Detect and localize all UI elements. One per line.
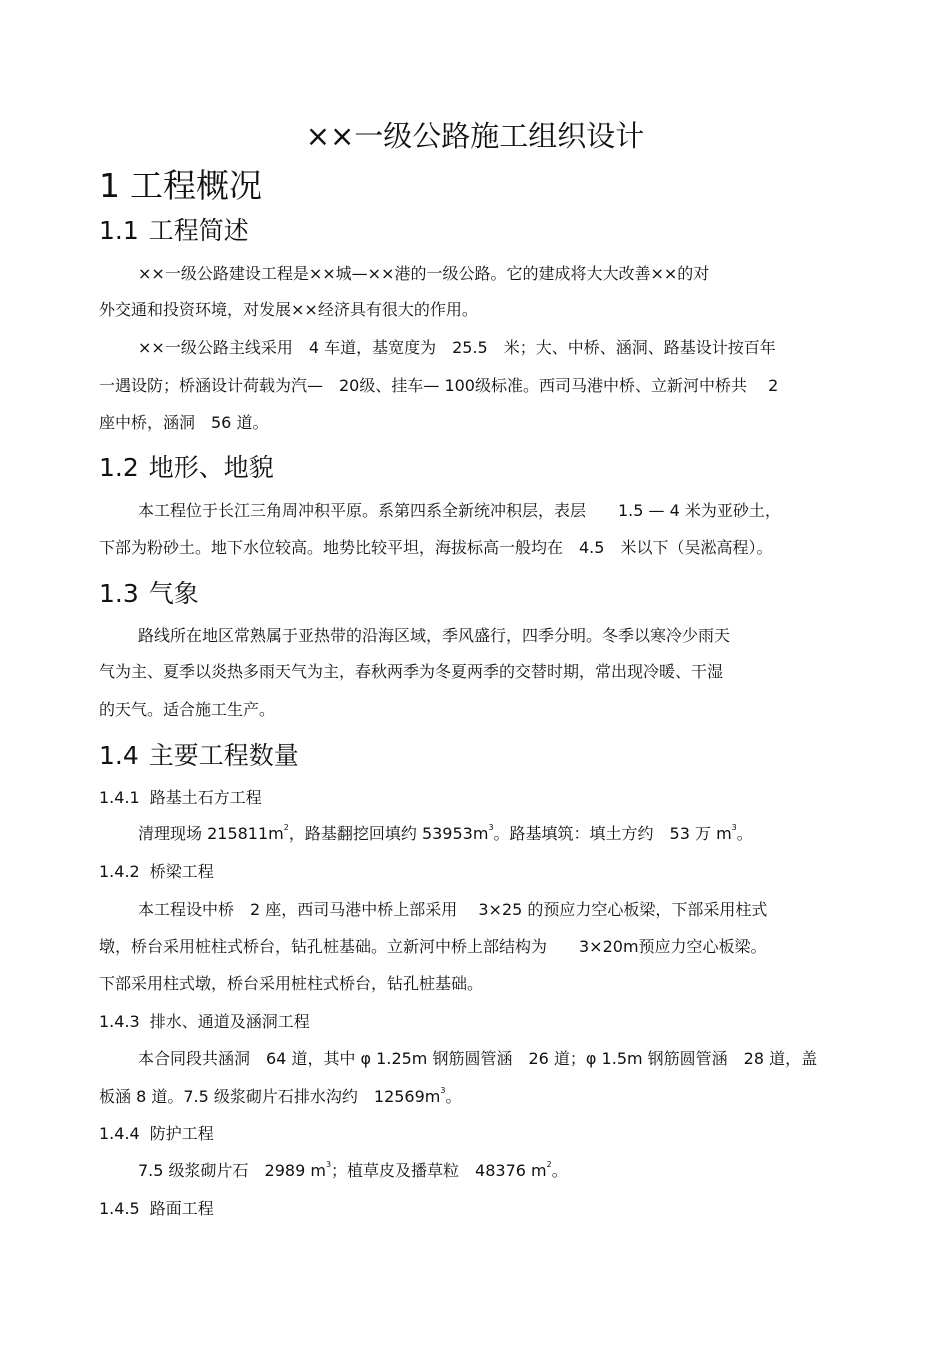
superscript: 2 xyxy=(546,1160,552,1169)
section-heading-1-2 xyxy=(99,448,274,484)
paragraph-line xyxy=(99,1084,461,1107)
superscript: 3 xyxy=(440,1086,446,1095)
text-run: ；植草皮及播草粒 48376 m xyxy=(331,1161,547,1180)
subsection-number: 1.4.3 xyxy=(99,1012,140,1031)
section-title: 工程简述 xyxy=(148,216,249,245)
section-heading-1-3 xyxy=(99,574,199,610)
section-title: 气象 xyxy=(148,579,199,608)
subsection-title: 路基土石方工程 xyxy=(149,788,262,807)
superscript: 3 xyxy=(488,823,494,832)
paragraph-line xyxy=(138,821,753,844)
section-number: 1.1 xyxy=(99,216,139,245)
text-run: 。 xyxy=(551,1161,568,1180)
text-run: ，路基翻挖回填约 53953m xyxy=(288,824,489,843)
chapter-title: 工程概况 xyxy=(130,166,262,205)
text-run: 7.5 级浆砌片石 2989 m xyxy=(138,1161,326,1180)
subsection-heading-1-4-2 xyxy=(99,859,214,882)
paragraph-line: 下部采用柱式墩，桥台采用桩柱式桥台，钻孔桩基础。 xyxy=(99,974,484,993)
paragraph-line: 气为主、夏季以炎热多雨天气为主，春秋两季为冬夏两季的交替时期，常出现冷暖、干湿 xyxy=(99,662,724,681)
superscript: 2 xyxy=(283,823,289,832)
section-number: 1.4 xyxy=(99,741,139,770)
text-run: 。 xyxy=(445,1087,462,1106)
subsection-heading-1-4-1 xyxy=(99,785,262,808)
paragraph-line xyxy=(138,1158,568,1181)
paragraph-line: 本工程设中桥 2 座，西司马港中桥上部采用 3×25 的预应力空心板梁，下部采用柱式 xyxy=(138,900,768,919)
section-heading-1-4 xyxy=(99,736,299,772)
document-title: ××一级公路施工组织设计 xyxy=(305,119,645,153)
text-run: 清理现场 215811m xyxy=(138,824,284,843)
text-run: 。路基填筑：填土方约 53 万 m xyxy=(493,824,732,843)
paragraph-line: 墩，桥台采用桩柱式桥台，钻孔桩基础。立新河中桥上部结构为 3×20m预应力空心板梁。 xyxy=(99,937,767,956)
section-number: 1.3 xyxy=(99,579,139,608)
subsection-title: 桥梁工程 xyxy=(149,862,214,881)
chapter-heading xyxy=(99,160,262,207)
section-number: 1.2 xyxy=(99,453,139,482)
paragraph-line: 路线所在地区常熟属于亚热带的沿海区域，季风盛行，四季分明。冬季以寒冷少雨天 xyxy=(138,626,731,645)
subsection-heading-1-4-5 xyxy=(99,1196,214,1219)
subsection-title: 路面工程 xyxy=(149,1199,214,1218)
subsection-heading-1-4-4 xyxy=(99,1121,214,1144)
subsection-title: 排水、通道及涵洞工程 xyxy=(149,1012,310,1031)
paragraph-line: 一遇设防；桥涵设计荷载为汽— 20级、挂车— 100级标准。西司马港中桥、立新河中桥共 2 xyxy=(99,376,779,395)
text-run: 板涵 8 道。7.5 级浆砌片石排水沟约 12569m xyxy=(99,1087,441,1106)
paragraph-line: 下部为粉砂土。地下水位较高。地势比较平坦，海拔标高一般均在 4.5 米以下（吴淞高程）。 xyxy=(99,538,773,557)
subsection-number: 1.4.2 xyxy=(99,862,140,881)
chapter-number: 1 xyxy=(99,166,120,205)
subsection-heading-1-4-3 xyxy=(99,1009,310,1032)
subsection-number: 1.4.5 xyxy=(99,1199,140,1218)
superscript: 3 xyxy=(731,823,737,832)
subsection-title: 防护工程 xyxy=(149,1124,214,1143)
text-run: 。 xyxy=(736,824,753,843)
paragraph-line: 本工程位于长江三角周冲积平原。系第四系全新统冲积层，表层 1.5 — 4 米为亚砂土， xyxy=(138,501,781,520)
section-title: 主要工程数量 xyxy=(148,741,299,770)
subsection-number: 1.4.1 xyxy=(99,788,140,807)
paragraph-line: 外交通和投资环境，对发展××经济具有很大的作用。 xyxy=(99,300,478,319)
paragraph-line: 的天气。适合施工生产。 xyxy=(99,700,276,719)
paragraph-line: 座中桥，涵洞 56 道。 xyxy=(99,413,269,432)
superscript: 3 xyxy=(325,1160,332,1169)
subsection-number: 1.4.4 xyxy=(99,1124,140,1143)
section-heading-1-1 xyxy=(99,211,249,247)
paragraph-line: 本合同段共涵洞 64 道，其中 φ 1.25m 钢筋圆管涵 26 道；φ 1.5m 钢筋圆管涵 28 道，盖 xyxy=(138,1049,818,1068)
section-title: 地形、地貌 xyxy=(148,453,274,482)
paragraph-line: ××一级公路建设工程是××城—××港的一级公路。它的建成将大大改善××的对 xyxy=(138,264,710,283)
paragraph-line: ××一级公路主线采用 4 车道，基宽度为 25.5 米；大、中桥、涵洞、路基设计按百年 xyxy=(138,338,776,357)
